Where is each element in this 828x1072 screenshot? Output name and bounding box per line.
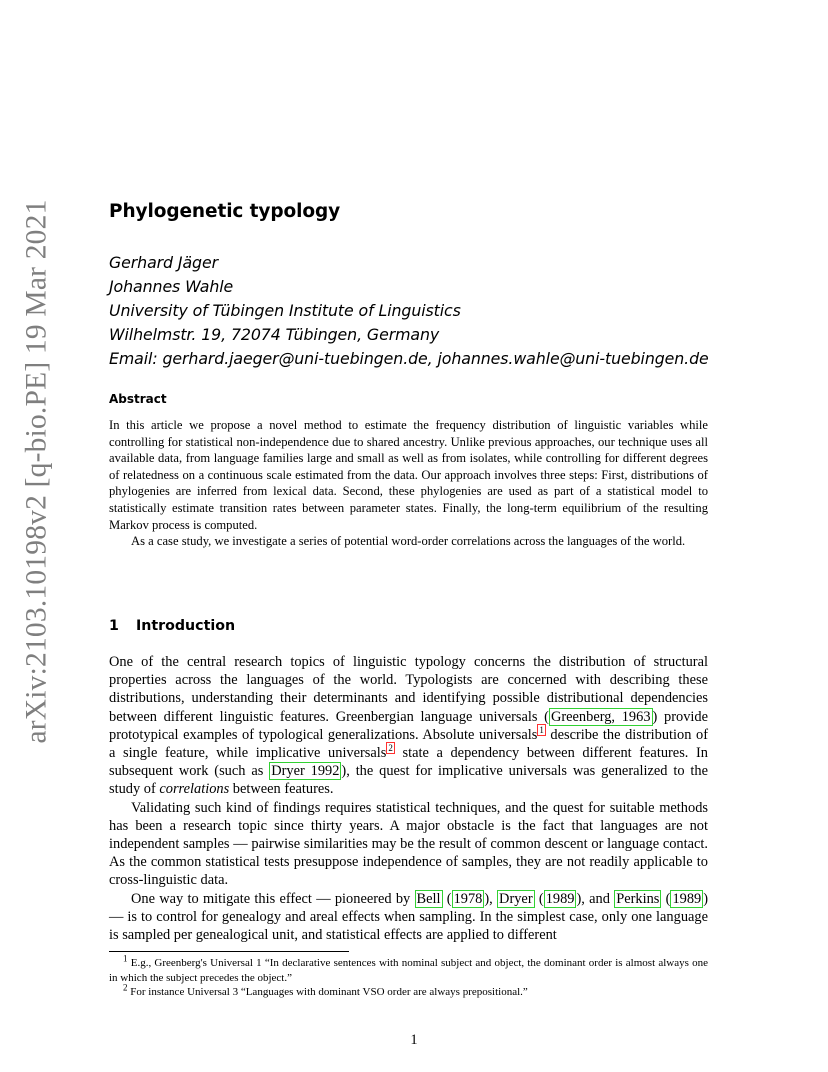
author-name: Johannes Wahle	[109, 277, 234, 297]
arxiv-identifier: arXiv:2103.10198v2 [q-bio.PE] 19 Mar 2021	[20, 198, 53, 744]
body-paragraph: One way to mitigate this effect — pioneered by Bell ( 1978 ), Dryer ( 1989 ), and Perkins ( 1989 ) — is to control for genealogy and areal effects when sampling. In the simplest case, only one language is sampled per genealogical unit, and statistical effects are applied to different	[109, 890, 709, 944]
footnote: $^2$ For instance Universal 3 “Languages with dominant VSO order are always prepositional.”	[123, 982, 528, 999]
abstract	[109, 417, 708, 550]
footnote: $^1$ E.g., Greenberg's Universal 1 “In declarative sentences with nominal subject and object, the dominant order is almost always one in which the subject precedes the object.”	[109, 953, 709, 984]
body-paragraph: Validating such kind of findings requires statistical techniques, and the quest for suitable methods has been a research topic since thirty years. A major obstacle is the fact that languages are not independent samples — pairwise similarities may be the result of common descent or language contact. As the common statistical tests presuppose independence of samples, they are not readily applicable to cross-linguistic data.	[109, 799, 708, 889]
footnotes	[109, 953, 709, 1000]
footnote-rule	[109, 951, 349, 952]
arxiv-sidebar	[14, 198, 60, 744]
address: Wilhelmstr. 19, 72074 Tübingen, Germany	[109, 325, 440, 345]
citation-link[interactable]: 1978	[453, 890, 483, 907]
abstract-heading: Abstract	[109, 392, 167, 406]
emphasis: correlations	[159, 781, 230, 798]
section-number: 1	[109, 618, 119, 634]
body-paragraph: One of the central research topics of linguistic typology concerns the distribution of structural properties across the languages of the world. Typologists are concerned with describing these distributions, understanding their determinants and identifying possible distributional dependencies between different linguistic features. Greenbergian language universals ( Greenberg, 1963 ) provide prototypical examples of typological generalizations. Absolute universals $^1$ describe the distribution of a single feature, while implicative universals $^2$ state a dependency between different features. In subsequent work (such as Dryer 1992 ), the quest for implicative universals was generalized to the study of correlations between features.	[109, 654, 708, 798]
email-line[interactable]: Email: gerhard.jaeger@uni-tuebingen.de, johannes.wahle@uni-tuebingen.de	[109, 349, 709, 369]
footnote-ref[interactable]: 2	[388, 743, 393, 754]
citation-link[interactable]: Dryer 1992	[271, 763, 340, 780]
author-block	[109, 251, 708, 371]
citation-link[interactable]: Dryer	[499, 890, 533, 907]
page-number: 1	[410, 1032, 418, 1048]
author-name: Gerhard Jäger	[109, 253, 218, 272]
footnote-ref[interactable]: 1	[539, 725, 544, 736]
section-title: Introduction	[136, 618, 236, 634]
section-heading	[109, 618, 708, 634]
citation-link[interactable]: Greenberg, 1963	[550, 708, 651, 725]
paper-title: Phylogenetic typology	[109, 201, 341, 222]
citation-link[interactable]: 1989	[545, 890, 575, 907]
section-body	[109, 653, 708, 944]
citation-link[interactable]: Perkins	[616, 890, 660, 907]
citation-link[interactable]: Bell	[416, 890, 441, 907]
abstract-paragraph: As a case study, we investigate a series of potential word-order correlations across the languages of the world.	[131, 534, 686, 549]
citation-link[interactable]: 1989	[672, 890, 702, 907]
affiliation: University of Tübingen Institute of Linguistics	[109, 301, 461, 321]
abstract-paragraph: In this article we propose a novel method to estimate the frequency distribution of linguistic variables while controlling for statistical non-independence due to shared ancestry. Unlike previous approaches, our technique uses all available data, from language families large and small as well as from isolates, while controlling for different degrees of relatedness on a continuous scale estimated from the data. Our approach involves three steps: First, distributions of phylogenies are inferred from lexical data. Second, these phylogenies are used as part of a statistical model to statistically estimate transition rates between parameter states. Finally, the long-term equilibrium of the resulting Markov process is computed.	[109, 418, 708, 532]
